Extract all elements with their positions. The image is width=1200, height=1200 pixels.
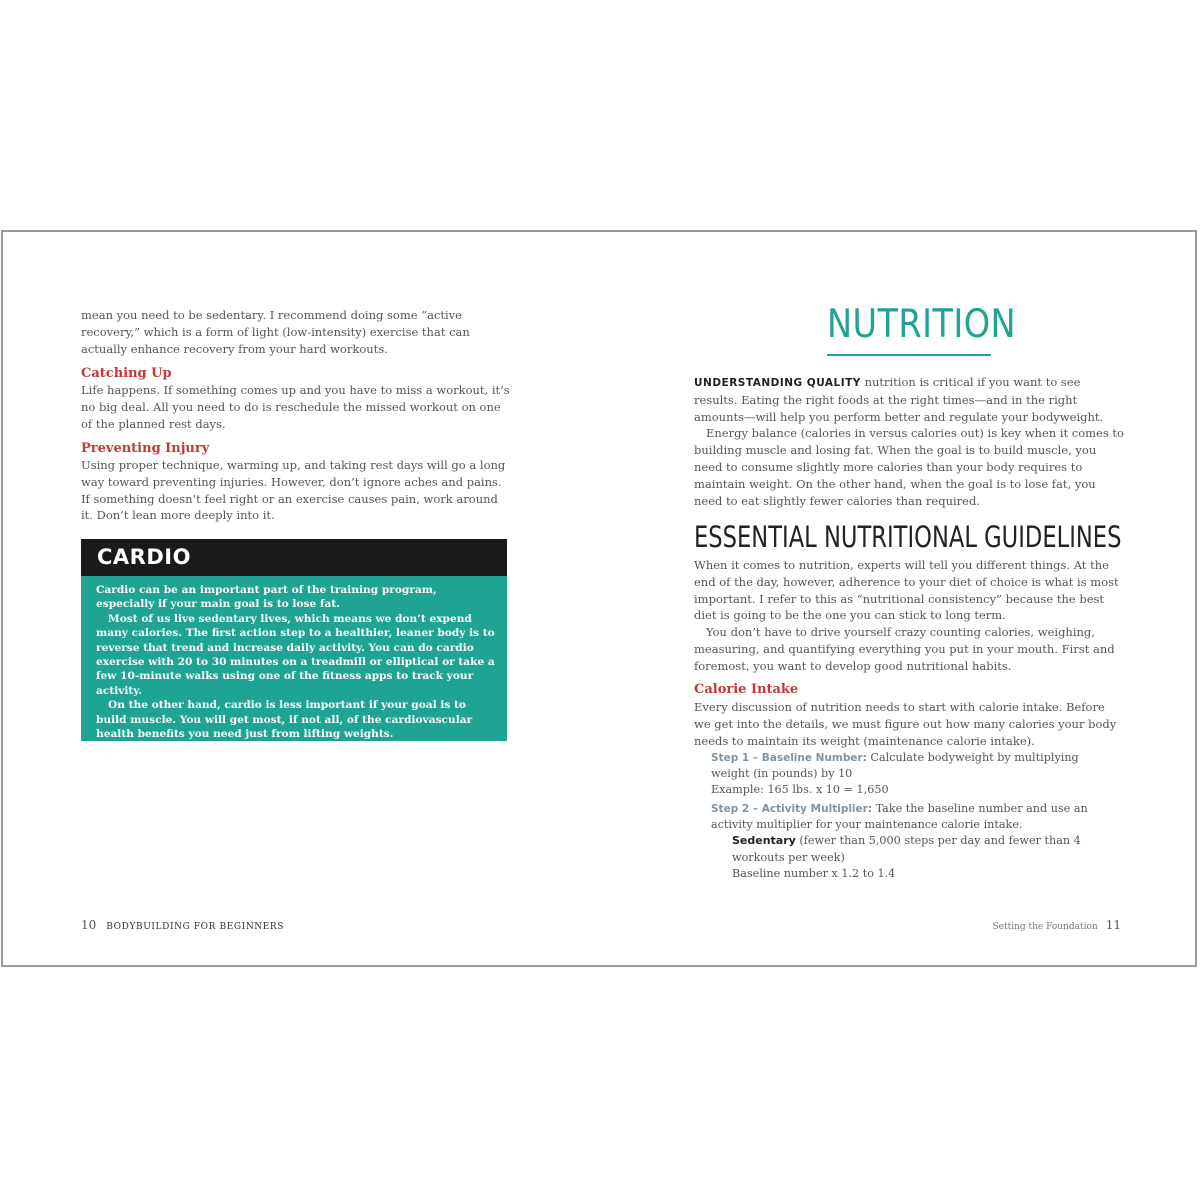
step-1-example: Example: 165 lbs. x 10 = 1,650 <box>711 783 889 796</box>
cardio-header-bar <box>81 539 507 576</box>
cardio-title: CARDIO <box>97 545 191 569</box>
intro-paragraph: mean you need to be sedentary. I recommend doing some “active recovery,” which is a form of light (low-intensity) exercise that can actually enhance recovery from your hard workouts. <box>81 308 470 356</box>
nutrition-paragraph-1-text: nutrition is critical if you want to see results. Eating the right foods at the right times—and in the right amounts—will help you perform better and regulate your bodyweight. <box>694 375 1104 424</box>
cardio-body <box>96 583 496 741</box>
step-2-text <box>711 801 1111 833</box>
step-1-text <box>711 750 1111 782</box>
step-2 <box>711 801 1111 833</box>
right-page <box>601 232 1199 965</box>
cardio-paragraph-2: Most of us live sedentary lives, which means we don’t expend many calories. The first action step to a healthier, leaner body is to reverse that trend and increase daily activity. You can do cardio exercise with 20 to 30 minutes on a treadmill or elliptical or take a few 10-minute walks using one of the fitness apps to track your activity. <box>96 612 495 697</box>
energy-balance-paragraph: Energy balance (calories in versus calories out) is key when it comes to building muscle and losing fat. When the goal is to build muscle, you need to consume slightly more calories than your body requires to maintain weight. On the other hand, when the goal is to lose fat, you need to eat slightly fewer calories than required. <box>694 426 1124 508</box>
step-2-description: Take the baseline number and use an activity multiplier for your maintenance calorie intake. <box>711 802 1088 831</box>
step-1-description: Calculate bodyweight by multiplying weight (in pounds) by 10 <box>711 751 1079 780</box>
preventing-injury-heading: Preventing Injury <box>81 441 210 456</box>
book-spread <box>1 230 1197 967</box>
sedentary-label: Sedentary <box>732 834 796 847</box>
running-head-left: BODYBUILDING FOR BEGINNERS <box>106 922 285 932</box>
left-page <box>3 232 601 965</box>
sedentary-description: (fewer than 5,000 steps per day and fewer than 4 workouts per week) <box>732 834 1081 864</box>
guidelines-paragraph-1: When it comes to nutrition, experts will tell you different things. At the end of the day, however, adherence to your diet of choice is what is most important. I refer to this as “nutritional consistency” because the best diet is going to be the one you can stick to long term. <box>694 558 1119 623</box>
cardio-paragraph-3: On the other hand, cardio is less important if your goal is to build muscle. You will get most, if not all, of the cardiovascular health benefits you need just from lifting weights. <box>96 699 473 741</box>
nutrition-paragraph-1 <box>694 374 1124 425</box>
catching-up-heading: Catching Up <box>81 366 172 381</box>
right-folio <box>992 918 1121 932</box>
preventing-injury-body: Using proper technique, warming up, and taking rest days will go a long way toward preventing injuries. However, don’t ignore aches and pains. If something doesn’t feel right or an exercise causes pain, work around it. Don’t lean more deeply into it. <box>81 458 506 523</box>
step-1 <box>711 750 1111 798</box>
page-number-right: 11 <box>1105 918 1121 932</box>
running-head-right: Setting the Foundation <box>992 922 1098 932</box>
cardio-sidebar <box>81 539 507 741</box>
page-number-left: 10 <box>81 918 97 932</box>
sedentary-item <box>732 833 1112 883</box>
left-folio <box>81 918 284 932</box>
step-1-label: Step 1 – Baseline Number: <box>711 752 867 764</box>
nutrition-intro <box>694 374 1124 509</box>
guidelines-body <box>694 557 1124 675</box>
calorie-intake-heading: Calorie Intake <box>694 682 799 697</box>
title-underline <box>827 354 991 356</box>
catching-up-body: Life happens. If something comes up and you have to miss a workout, it’s no big deal. All you need to do is reschedule the missed workout on one of the planned rest days. <box>81 383 510 431</box>
sedentary-text <box>732 833 1112 866</box>
cardio-paragraph-1: Cardio can be an important part of the training program, especially if your main goal is to lose fat. <box>96 584 437 611</box>
essential-guidelines-heading: ESSENTIAL NUTRITIONAL GUIDELINES <box>694 520 1122 554</box>
nutrition-title: NUTRITION <box>827 302 1017 347</box>
lead-in-caps: UNDERSTANDING QUALITY <box>694 377 861 389</box>
calorie-intake-body: Every discussion of nutrition needs to start with calorie intake. Before we get into the details, we must figure out how many calories your body needs to maintain its weight (maintenance calorie intake). <box>694 700 1117 748</box>
step-2-label: Step 2 – Activity Multiplier: <box>711 803 873 815</box>
guidelines-paragraph-2: You don’t have to drive yourself crazy counting calories, weighing, measuring, and quantifying everything you put in your mouth. First and foremost, you want to develop good nutritional habits. <box>694 625 1115 673</box>
sedentary-formula: Baseline number x 1.2 to 1.4 <box>732 867 896 880</box>
